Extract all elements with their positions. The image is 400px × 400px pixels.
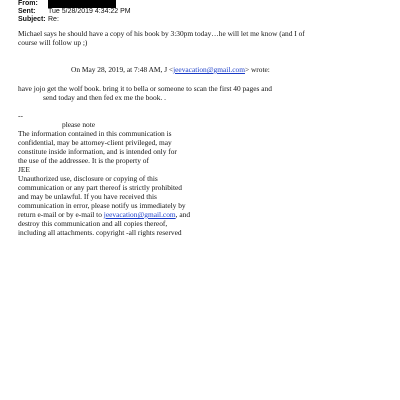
reply-line-1: Michael says he should have a copy of his book by 3:30pm today…he will let me know (and I of [18,29,305,38]
disclaimer-line: communication in error, please notify us immediately by [18,201,186,210]
quoted-line-1: have jojo get the wolf book. bring it to bella or someone to scan the first 40 pages and [18,84,272,93]
sent-label: Sent: [18,8,36,15]
sent-value: Tue 5/28/2019 4:34:22 PM [48,8,131,15]
quote-email-link[interactable]: jeevacation@gmail.com [173,65,245,74]
redacted-sender [48,0,116,8]
return-line-prefix: return e-mail or by e-mail to [18,210,104,219]
disclaimer-line: The information contained in this communication is [18,129,172,138]
quote-intro-prefix: On May 28, 2019, at 7:48 AM, J < [71,65,174,74]
quote-intro-suffix: > wrote: [244,65,270,74]
disclaimer-line: including all attachments. copyright -all rights reserved [18,228,182,237]
disclaimer-line: constitute inside information, and is intended only for [18,147,177,156]
signature-separator: -- [18,111,23,120]
signature-note: please note [62,120,96,129]
disclaimer-line: confidential, may be attorney-client privileged, may [18,138,172,147]
from-label: From: [18,0,38,7]
disclaimer-line: communication or any part thereof is strictly prohibited [18,183,182,192]
reply-line-2: course will follow up ;) [18,38,88,47]
disclaimer-line: the use of the addressee. It is the property of [18,156,149,165]
subject-value: Re: [48,16,59,23]
disclaimer-line: JEE [18,165,30,174]
quoted-line-2: send today and then fed ex me the book. . [43,93,166,102]
from-row [18,0,116,8]
disclaimer-line: Unauthorized use, disclosure or copying of this [18,174,158,183]
sent-row [18,8,131,16]
subject-row [18,16,59,24]
disclaimer-return-line [18,210,190,219]
subject-label: Subject: [18,16,46,23]
quote-intro [71,65,270,74]
disclaimer-line: destroy this communication and all copies thereof, [18,219,168,228]
return-email-link[interactable]: jeevacation@gmail.com [103,210,176,219]
disclaimer-line: and may be unlawful. If you have received this [18,192,157,201]
return-line-suffix: , and [175,210,191,219]
